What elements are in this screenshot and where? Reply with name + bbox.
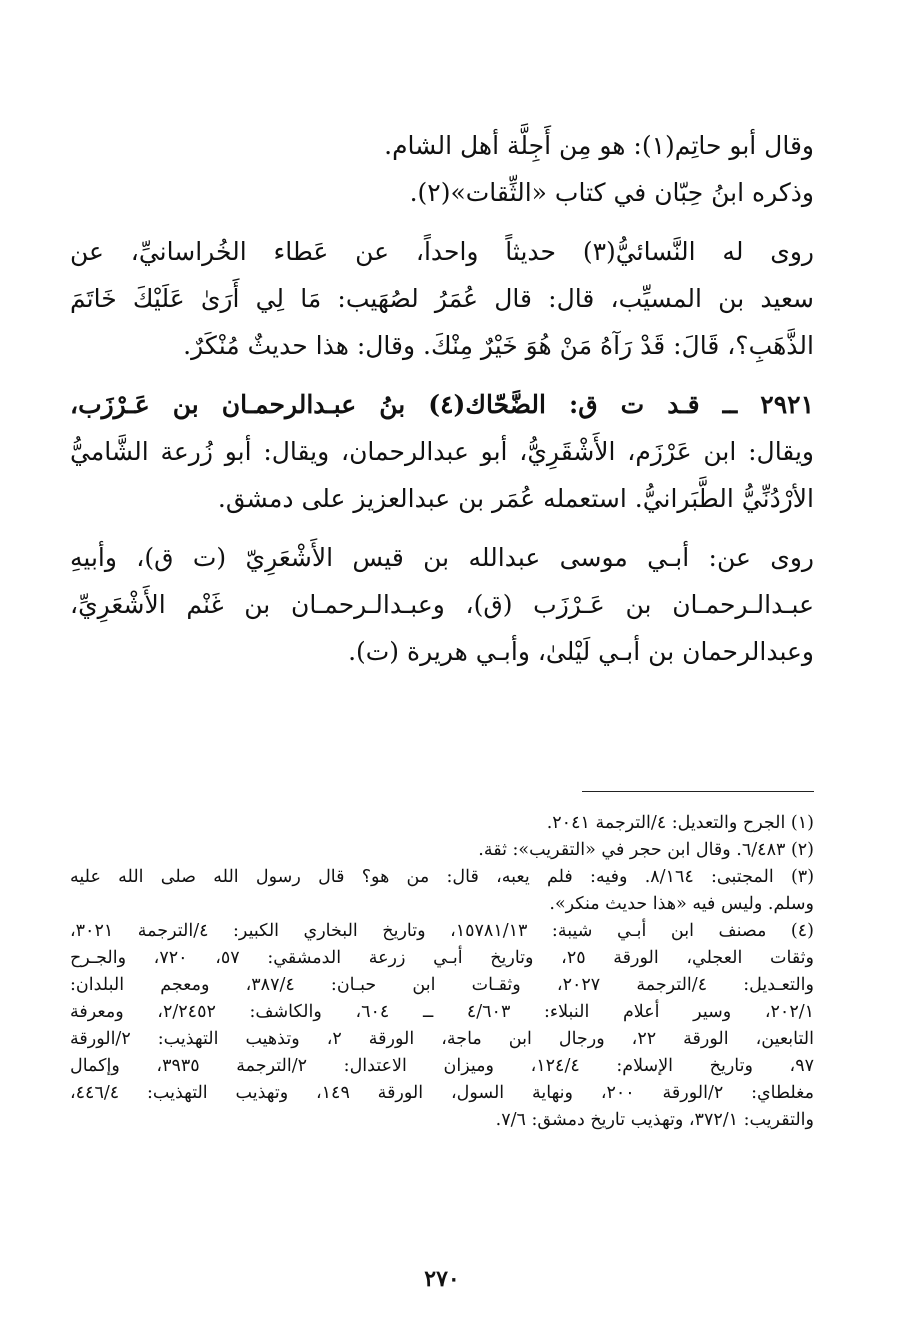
text-line: روى عن: أبـي موسى عبدالله بن قيس الأَشْعَرِيّ (ت ق)، وأبيهِ <box>70 543 814 572</box>
main-text <box>70 122 814 675</box>
page-number: ٢٧٠ <box>424 1266 460 1292</box>
footnote-3-continued: وسلم. وليس فيه «هذا حديث منكر». <box>549 894 814 914</box>
footnote-4-continued: والتعـديل: ٤/الترجمة ٢٠٢٧، وثقـات ابن حبـان: ٣٨٧/٤، ومعجم البلدان: <box>70 975 814 995</box>
footnote-4-continued: مغلطاي: ٢/الورقة ٢٠٠، ونهاية السول، الورقة ١٤٩، وتهذيب التهذيب: ٤٤٦/٤، <box>70 1083 814 1103</box>
text-line: الذَّهَبِ؟، قَالَ: قَدْ رَآهُ مَنْ هُوَ خَيْرٌ مِنْكَ. وقال: هذا حديثٌ مُنْكَرٌ. <box>183 331 814 360</box>
footnote-4-continued: ٩٧، وتاريخ الإسلام: ١٢٤/٤، وميزان الاعتدال: ٢/الترجمة ٣٩٣٥، وإكمال <box>70 1056 814 1076</box>
footnote-2: (٢) ٦/٤٨٣. وقال ابن حجر في «التقريب»: ثقة. <box>478 840 814 860</box>
text-line: وقال أبو حاتِم(١): هو مِن أَجِلَّة أهل الشام. <box>384 131 814 160</box>
text-line: وعبدالرحمان بن أبـي لَيْلىٰ، وأبـي هريرة (ت). <box>348 637 814 666</box>
footnote-3: (٣) المجتبى: ٨/١٦٤. وفيه: فلم يعبه، قال: من هو؟ قال رسول الله صلى الله عليه <box>70 867 815 887</box>
paragraph-ibn-hibban <box>70 169 814 216</box>
footnote-4-continued: وثقات العجلي، الورقة ٢٥، وتاريخ أبـي زرعة الدمشقي: ٥٧، ٧٢٠، والجـرح <box>70 948 814 968</box>
footnote-4-continued: والتقريب: ٣٧٢/١، وتهذيب تاريخ دمشق: ٧/٦. <box>495 1110 814 1130</box>
paragraph-abu-hatim <box>70 122 814 169</box>
footnote-4-continued: التابعين، الورقة ٢٢، ورجال ابن ماجة، الورقة ٢، وتذهيب التهذيب: ٢/الورقة <box>70 1029 814 1049</box>
text-line: وذكره ابنُ حِبّان في كتاب «الثِّقات»(٢). <box>409 178 814 207</box>
footnotes <box>70 810 814 1134</box>
footnote-1: (١) الجرح والتعديل: ٤/الترجمة ٢٠٤١. <box>546 813 814 833</box>
text-line: سعيد بن المسيِّب، قال: قال عُمَرُ لصُهَيب: مَا لِي أَرَىٰ عَلَيْكَ خَاتَمَ <box>70 284 814 313</box>
book-page <box>70 0 814 1342</box>
entry-2921-heading <box>70 381 814 522</box>
text-line: ويقال: ابن عَرْزَم، الأَشْقَرِيُّ، أبو عبدالرحمان، ويقال: أبو زُرعة الشَّاميُّ <box>70 437 814 466</box>
footnote-4: (٤) مصنف ابن أبـي شيبة: ١٥٧٨١/١٣، وتاريخ البخاري الكبير: ٤/الترجمة ٣٠٢١، <box>70 921 814 941</box>
text-line: روى له النَّسائيُّ(٣) حديثاً واحداً، عن عَطاء الخُراسانيِّ، عن <box>70 237 814 266</box>
footnote-4-continued: ٢٠٢/١، وسير أعلام النبلاء: ٤/٦٠٣ ــ ٦٠٤، والكاشف: ٢/٢٤٥٢، ومعرفة <box>70 1002 815 1022</box>
entry-title-line: ٢٩٢١ ــ قـد ت ق: الضَّحّاك(٤) بنُ عبـدالرحمـان بن عَـرْزَب، <box>70 390 815 419</box>
paragraph-nasai-hadith <box>70 228 814 369</box>
footnote-divider <box>582 791 814 792</box>
text-line: الأرْدُنِّيُّ الطَّبَرانيُّ. استعمله عُمَر بن عبدالعزيز على دمشق. <box>217 484 814 513</box>
text-line: عبـدالـرحمـان بن عَـرْزَب (ق)، وعبـدالـرحمـان بن غَنْم الأَشْعَرِيِّ، <box>70 590 814 619</box>
paragraph-narrated-from <box>70 534 814 675</box>
